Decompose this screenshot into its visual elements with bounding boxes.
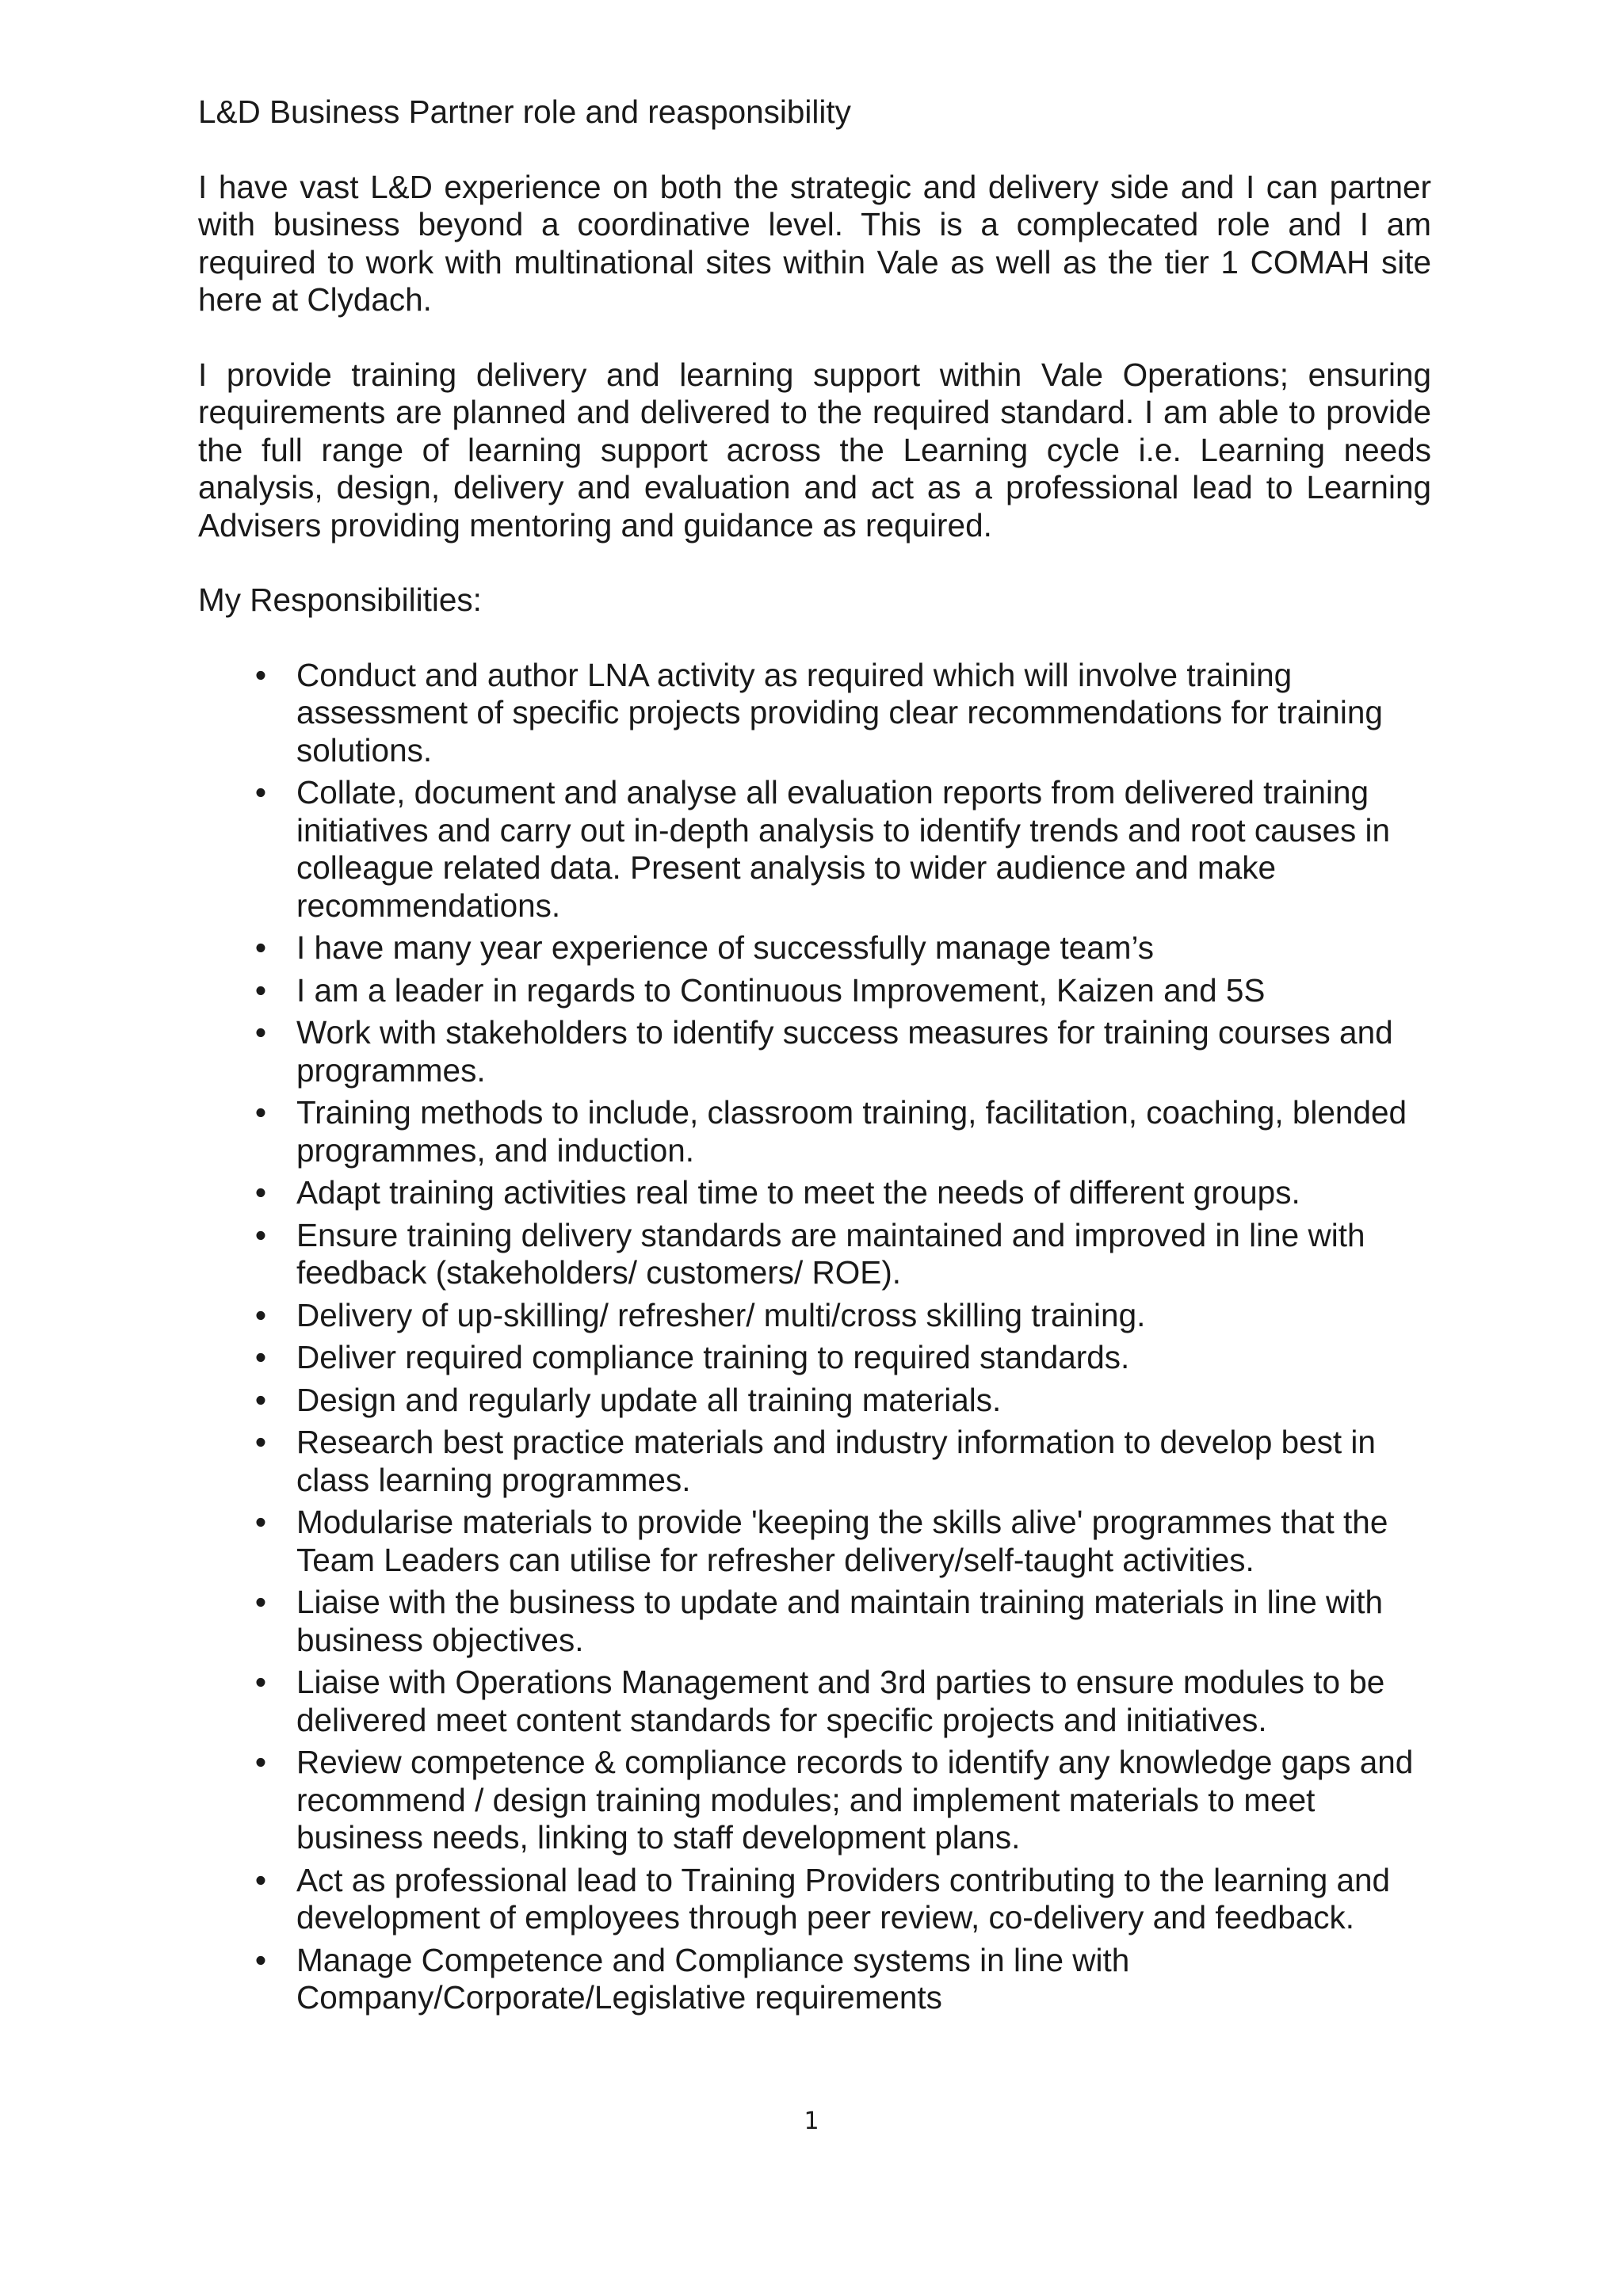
bullet-icon: •: [254, 1014, 267, 1051]
role-paragraph: I provide training delivery and learning support within Vale Operations; ensuring requirements are planned and delivered to the required standard. I am able to provide the full range of learning support across the Learning cycle i.e. Learning needs analysis, design, delivery and evaluation and act as a professional lead to Learning Advisers providing mentoring and guidance as required.: [198, 356, 1431, 543]
list-item-text: Adapt training activities real time to meet the needs of different groups.: [296, 1174, 1300, 1211]
bullet-icon: •: [254, 971, 267, 1009]
list-item-text: Design and regularly update all training materials.: [296, 1381, 1002, 1418]
list-item: [198, 1664, 1431, 1739]
list-item-text: Conduct and author LNA activity as required which will involve training assessment of specific projects providing clear recommendations for training solutions.: [296, 656, 1383, 769]
list-item: [198, 657, 1431, 770]
list-item: [198, 1424, 1431, 1499]
responsibilities-list: [198, 657, 1431, 2017]
bullet-icon: •: [254, 1094, 267, 1131]
list-item-text: Liaise with Operations Management and 3rd parties to ensure modules to be delivered meet content standards for specific projects and initiatives.: [296, 1664, 1385, 1738]
list-item: [198, 1297, 1431, 1335]
document-body: [198, 93, 1431, 2022]
list-item-text: Modularise materials to provide 'keeping the skills alive' programmes that the Team Leaders can utilise for refresher delivery/self-taught activities.: [296, 1504, 1388, 1578]
bullet-icon: •: [254, 1296, 267, 1333]
bullet-icon: •: [254, 1941, 267, 1978]
bullet-icon: •: [254, 1664, 267, 1700]
list-item-text: Deliver required compliance training to required standards.: [296, 1339, 1130, 1375]
list-item-text: Training methods to include, classroom training, facilitation, coaching, blended programmes, and induction.: [296, 1094, 1407, 1169]
list-item: [198, 972, 1431, 1010]
page-number: 1: [804, 2107, 819, 2135]
list-item-text: Review competence & compliance records to identify any knowledge gaps and recommend / design training modules; and implement materials to meet business needs, linking to staff development plans.: [296, 1744, 1414, 1855]
bullet-icon: •: [254, 1339, 267, 1375]
bullet-icon: •: [254, 1174, 267, 1211]
list-item: [198, 1217, 1431, 1292]
list-item-text: Delivery of up-skilling/ refresher/ multi/cross skilling training.: [296, 1296, 1146, 1333]
list-item-text: I am a leader in regards to Continuous Improvement, Kaizen and 5S: [296, 971, 1266, 1009]
bullet-icon: •: [254, 929, 267, 966]
list-item: [198, 774, 1431, 925]
bullet-icon: •: [254, 1424, 267, 1460]
document-title: L&D Business Partner role and reasponsibility: [198, 93, 851, 130]
list-item-text: Act as professional lead to Training Providers contributing to the learning and development of employees through peer review, co-delivery and feedback.: [296, 1861, 1391, 1936]
list-item-text: I have many year experience of successfully manage team’s: [296, 929, 1155, 966]
bullet-icon: •: [254, 1861, 267, 1898]
list-item: [198, 1942, 1431, 2017]
list-item: [198, 1382, 1431, 1420]
list-item-text: Work with stakeholders to identify success measures for training courses and programmes.: [296, 1014, 1393, 1089]
list-item-text: Research best practice materials and industry information to develop best in class learning programmes.: [296, 1424, 1376, 1498]
list-item: [198, 1094, 1431, 1169]
list-item-text: Ensure training delivery standards are maintained and improved in line with feedback (stakeholders/ customers/ ROE).: [296, 1216, 1365, 1291]
bullet-icon: •: [254, 1584, 267, 1620]
list-item: [198, 1744, 1431, 1857]
list-item-text: Manage Competence and Compliance systems in line with Company/Corporate/Legislative requirements: [296, 1941, 1130, 2016]
bullet-icon: •: [254, 656, 267, 693]
bullet-icon: •: [254, 1216, 267, 1253]
list-item: [198, 1014, 1431, 1089]
list-item: [198, 1174, 1431, 1212]
list-item: [198, 929, 1431, 967]
list-item: [198, 1584, 1431, 1659]
bullet-icon: •: [254, 1381, 267, 1418]
list-item: [198, 1504, 1431, 1579]
list-item: [198, 1862, 1431, 1937]
list-item-text: Collate, document and analyse all evaluation reports from delivered training initiatives and carry out in-depth analysis to identify trends and root causes in colleague related data. Present analysis to wider audience and make recommendations.: [296, 774, 1391, 924]
list-item: [198, 1339, 1431, 1377]
responsibilities-heading: My Responsibilities:: [198, 582, 482, 618]
list-item-text: Liaise with the business to update and maintain training materials in line with business objectives.: [296, 1584, 1384, 1658]
intro-paragraph: I have vast L&D experience on both the strategic and delivery side and I can partner with business beyond a coordinative level. This is a complecated role and I am required to work with multinational sites within Vale as well as the tier 1 COMAH site here at Clydach.: [198, 168, 1431, 318]
bullet-icon: •: [254, 774, 267, 810]
bullet-icon: •: [254, 1744, 267, 1780]
bullet-icon: •: [254, 1504, 267, 1540]
